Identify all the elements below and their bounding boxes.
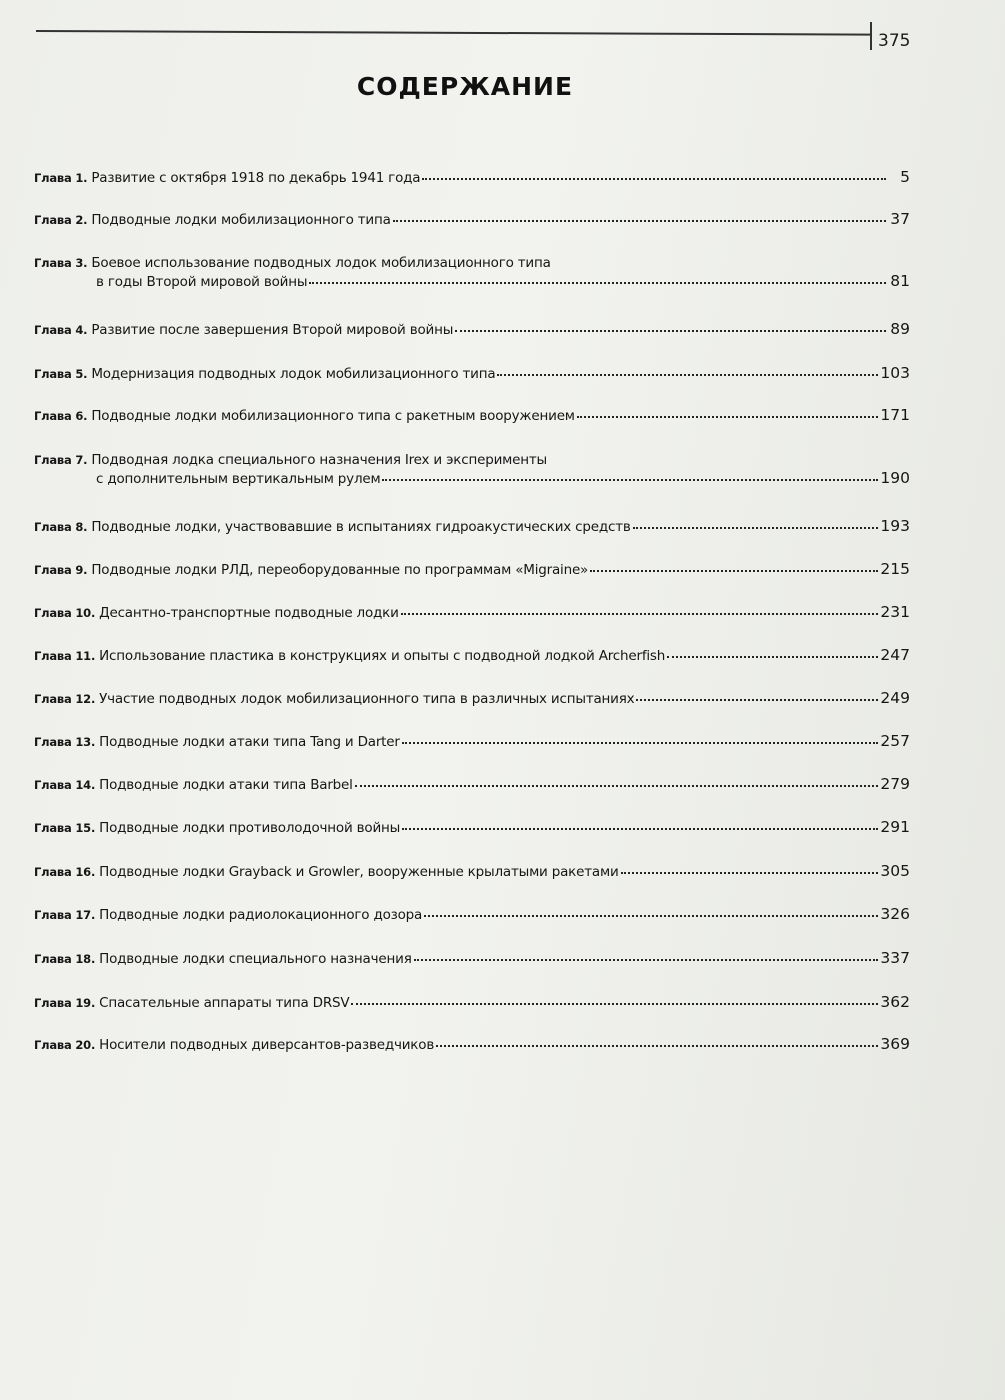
- toc-entry-continuation: [34, 272, 910, 291]
- toc-entry-line: [34, 775, 910, 794]
- chapter-label: Глава 19.: [34, 996, 96, 1010]
- chapter-title: Подводные лодки Grayback и Growler, вооруженные крылатыми ракетами: [99, 864, 619, 880]
- chapter-page-number: 193: [880, 517, 910, 535]
- toc-entry-line: [34, 210, 910, 229]
- toc-entry-line: [34, 862, 910, 881]
- chapter-title: с дополнительным вертикальным рулем: [96, 471, 381, 487]
- chapter-label: Глава 7.: [34, 453, 88, 467]
- chapter-label: Глава 11.: [34, 649, 96, 663]
- dot-leader: [497, 374, 878, 376]
- toc-entry-line: [34, 406, 910, 425]
- chapter-label: Глава 10.: [34, 606, 96, 620]
- chapter-title: Участие подводных лодок мобилизационного типа в различных испытаниях: [99, 691, 635, 707]
- chapter-page-number: 37: [890, 210, 910, 228]
- toc-entry-line: [34, 560, 910, 579]
- chapter-page-number: 231: [880, 603, 910, 621]
- chapter-page-number: 249: [880, 689, 910, 707]
- toc-entry: [34, 406, 910, 425]
- chapter-label: Глава 4.: [34, 323, 88, 337]
- chapter-title: Подводные лодки радиолокационного дозора: [99, 907, 423, 923]
- toc-entry-line: [34, 949, 910, 968]
- chapter-title: Подводные лодки мобилизационного типа: [91, 212, 391, 228]
- chapter-page-number: 89: [890, 320, 910, 338]
- chapter-page-number: 305: [880, 862, 910, 880]
- page-title: СОДЕРЖАНИЕ: [356, 72, 574, 101]
- toc-entry: [34, 732, 910, 751]
- chapter-title: в годы Второй мировой войны: [96, 274, 308, 290]
- chapter-title: Развитие с октября 1918 по декабрь 1941 года: [91, 170, 421, 186]
- toc-entry: [34, 320, 910, 339]
- chapter-label: Глава 5.: [34, 367, 88, 381]
- chapter-label: Глава 1.: [34, 171, 88, 185]
- chapter-title: Модернизация подводных лодок мобилизационного типа: [91, 366, 496, 382]
- dot-leader: [382, 479, 878, 481]
- chapter-page-number: 326: [880, 905, 910, 923]
- chapter-page-number: 103: [880, 364, 910, 382]
- toc-entry: [34, 364, 910, 383]
- chapter-title: Спасательные аппараты типа DRSV: [99, 995, 350, 1011]
- chapter-title: Подводные лодки противолодочной войны: [99, 820, 401, 836]
- chapter-title: Подводная лодка специального назначения Irex и эксперименты: [91, 452, 547, 468]
- dot-leader: [402, 742, 879, 744]
- toc-entry: [34, 862, 910, 881]
- toc-entry: [34, 560, 910, 579]
- toc-entry-line: [34, 364, 910, 383]
- dot-leader: [621, 872, 879, 874]
- toc-entry-line: [34, 905, 910, 924]
- chapter-title: Использование пластика в конструкциях и опыты с подводной лодкой Archerfish: [99, 648, 666, 664]
- toc-entry-line: [34, 254, 910, 272]
- chapter-page-number: 247: [880, 646, 910, 664]
- chapter-title: Боевое использование подводных лодок мобилизационного типа: [91, 255, 551, 271]
- page-number: 375: [878, 31, 911, 51]
- chapter-label: Глава 3.: [34, 256, 88, 270]
- chapter-title: Подводные лодки атаки типа Barbel: [99, 777, 353, 793]
- chapter-label: Глава 20.: [34, 1038, 96, 1052]
- chapter-page-number: 279: [880, 775, 910, 793]
- toc-entry-line: [34, 168, 910, 187]
- header-rule: [36, 30, 872, 36]
- chapter-title: Носители подводных диверсантов-разведчиков: [99, 1037, 435, 1053]
- chapter-page-number: 171: [880, 406, 910, 424]
- chapter-label: Глава 13.: [34, 735, 96, 749]
- dot-leader: [355, 785, 879, 787]
- dot-leader: [667, 656, 878, 658]
- toc-entry: [34, 949, 910, 968]
- toc-entry: [34, 818, 910, 837]
- toc-entry: [34, 210, 910, 229]
- dot-leader: [636, 699, 878, 701]
- chapter-page-number: 81: [890, 272, 910, 290]
- dot-leader: [590, 570, 878, 572]
- toc-entry-line: [34, 646, 910, 665]
- toc-entry: [34, 905, 910, 924]
- dot-leader: [577, 416, 879, 418]
- chapter-title: Подводные лодки специального назначения: [99, 951, 412, 967]
- chapter-page-number: 362: [880, 993, 910, 1011]
- toc-entry: [34, 689, 910, 708]
- dot-leader: [351, 1003, 878, 1005]
- toc-entry: [34, 603, 910, 622]
- chapter-title: Подводные лодки мобилизационного типа с ракетным вооружением: [91, 408, 575, 424]
- toc-entry-line: [34, 818, 910, 837]
- chapter-label: Глава 12.: [34, 692, 96, 706]
- toc-entry-line: [34, 320, 910, 339]
- dot-leader: [402, 828, 878, 830]
- chapter-title: Развитие после завершения Второй мировой войны: [91, 322, 454, 338]
- dot-leader: [455, 330, 886, 332]
- dot-leader: [424, 915, 878, 917]
- chapter-label: Глава 16.: [34, 865, 96, 879]
- dot-leader: [436, 1045, 878, 1047]
- toc-entry-line: [34, 603, 910, 622]
- chapter-page-number: 215: [880, 560, 910, 578]
- header-rule-tick: [870, 22, 872, 50]
- toc-entry: [34, 1035, 910, 1054]
- toc-entry: [34, 775, 910, 794]
- toc-entry-line: [34, 451, 910, 469]
- dot-leader: [422, 178, 886, 180]
- chapter-page-number: 190: [880, 469, 910, 487]
- chapter-page-number: 369: [880, 1035, 910, 1053]
- chapter-label: Глава 15.: [34, 821, 96, 835]
- toc-entry-line: [34, 1035, 910, 1054]
- dot-leader: [309, 282, 886, 284]
- dot-leader: [393, 220, 886, 222]
- chapter-title: Подводные лодки, участвовавшие в испытаниях гидроакустических средств: [91, 519, 631, 535]
- dot-leader: [414, 959, 879, 961]
- chapter-page-number: 291: [880, 818, 910, 836]
- toc-entry-continuation: [34, 469, 910, 488]
- chapter-page-number: 337: [880, 949, 910, 967]
- chapter-label: Глава 8.: [34, 520, 88, 534]
- dot-leader: [633, 527, 879, 529]
- chapter-title: Десантно-транспортные подводные лодки: [99, 605, 399, 621]
- toc-entry: [34, 993, 910, 1012]
- chapter-label: Глава 9.: [34, 563, 88, 577]
- chapter-label: Глава 17.: [34, 908, 96, 922]
- chapter-title: Подводные лодки атаки типа Tang и Darter: [99, 734, 400, 750]
- chapter-page-number: 257: [880, 732, 910, 750]
- chapter-label: Глава 2.: [34, 213, 88, 227]
- toc-entry-line: [34, 993, 910, 1012]
- chapter-label: Глава 6.: [34, 409, 88, 423]
- dot-leader: [401, 613, 879, 615]
- toc-entry-line: [34, 517, 910, 536]
- chapter-label: Глава 18.: [34, 952, 96, 966]
- chapter-title: Подводные лодки РЛД, переоборудованные по программам «Migraine»: [91, 562, 589, 578]
- toc-entry: [34, 168, 910, 187]
- chapter-page-number: 5: [900, 168, 910, 186]
- toc-entry: [34, 517, 910, 536]
- toc-entry: [34, 254, 910, 291]
- toc-entry: [34, 646, 910, 665]
- toc-entry-line: [34, 732, 910, 751]
- toc-entry: [34, 451, 910, 488]
- chapter-label: Глава 14.: [34, 778, 96, 792]
- toc-entry-line: [34, 689, 910, 708]
